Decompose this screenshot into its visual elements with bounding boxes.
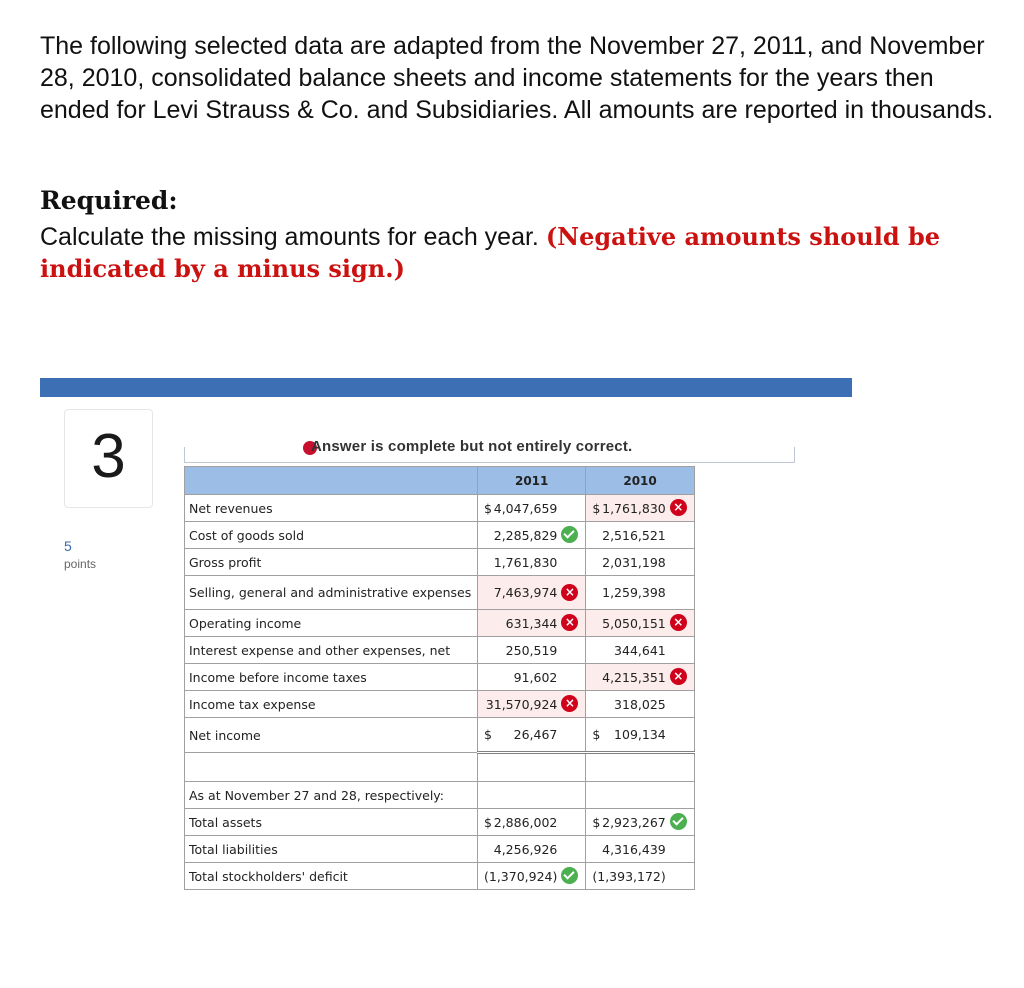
answer-cell-2011[interactable] bbox=[478, 718, 586, 753]
answer-cell-2011[interactable] bbox=[478, 691, 586, 718]
answer-value: 91,602 bbox=[513, 669, 558, 685]
row-label: Net income bbox=[185, 718, 478, 753]
row-label: Gross profit bbox=[185, 549, 478, 576]
answer-cell-2010[interactable] bbox=[586, 495, 694, 522]
answer-status-banner bbox=[184, 438, 795, 463]
table-row bbox=[185, 549, 695, 576]
row-label: Interest expense and other expenses, net bbox=[185, 637, 478, 664]
answer-status-text: Answer is complete but not entirely correct. bbox=[311, 438, 633, 455]
answer-value: 2,516,521 bbox=[602, 527, 666, 543]
answer-cell-2010[interactable] bbox=[586, 718, 694, 753]
points-value: 5 bbox=[64, 538, 72, 554]
answer-value: 4,215,351 bbox=[602, 669, 666, 685]
table-header-row bbox=[185, 467, 695, 495]
answer-cell-2011[interactable] bbox=[478, 522, 586, 549]
incorrect-x-icon: × bbox=[670, 499, 688, 517]
row-label: Cost of goods sold bbox=[185, 522, 478, 549]
currency-symbol: $ bbox=[484, 727, 492, 742]
answer-value: 631,344 bbox=[505, 615, 558, 631]
answer-value: 1,761,830 bbox=[602, 500, 666, 516]
answer-value: 31,570,924 bbox=[485, 696, 558, 712]
answer-value: 4,256,926 bbox=[493, 841, 558, 857]
answer-value: (1,370,924) bbox=[484, 868, 558, 884]
table-row bbox=[185, 637, 695, 664]
incorrect-x-icon: × bbox=[561, 584, 579, 602]
table-row bbox=[185, 836, 695, 863]
answer-value: 250,519 bbox=[505, 642, 558, 658]
problem-intro: The following selected data are adapted from the November 27, 2011, and November 28, 2010, consolidated balance sheets and income statements for the years then ended for Levi Strauss & Co. and Subsidiaries. All amounts are reported in thousands. bbox=[40, 32, 994, 124]
answer-cell-2010[interactable] bbox=[586, 809, 694, 836]
table-row bbox=[185, 610, 695, 637]
answer-value: 2,886,002 bbox=[493, 814, 558, 830]
answer-cell-2010[interactable] bbox=[586, 549, 694, 576]
currency-symbol: $ bbox=[484, 500, 492, 516]
answer-cell-2010[interactable] bbox=[586, 691, 694, 718]
row-label: Total stockholders' deficit bbox=[185, 863, 478, 890]
answer-value: 5,050,151 bbox=[602, 615, 666, 631]
currency-symbol: $ bbox=[592, 814, 601, 830]
row-label: Total liabilities bbox=[185, 836, 478, 863]
row-label: Income before income taxes bbox=[185, 664, 478, 691]
balance-heading-row bbox=[185, 782, 695, 809]
empty-cell bbox=[586, 753, 694, 782]
answer-cell-2011[interactable] bbox=[478, 495, 586, 522]
empty-cell bbox=[478, 782, 586, 809]
table-row bbox=[185, 495, 695, 522]
answer-cell-2010[interactable] bbox=[586, 863, 694, 890]
answer-cell-2011[interactable] bbox=[478, 809, 586, 836]
answer-value: 4,047,659 bbox=[493, 500, 558, 516]
row-label: Selling, general and administrative expenses bbox=[185, 576, 478, 610]
answer-value: 2,923,267 bbox=[602, 814, 666, 830]
answer-cell-2010[interactable] bbox=[586, 522, 694, 549]
row-label: Total assets bbox=[185, 809, 478, 836]
answer-value: 26,467 bbox=[513, 727, 558, 742]
answer-cell-2011[interactable] bbox=[478, 863, 586, 890]
correct-check-icon bbox=[561, 526, 579, 544]
table-row bbox=[185, 809, 695, 836]
question-header-bar bbox=[40, 378, 852, 397]
question-number: 3 bbox=[91, 422, 126, 491]
required-instructions bbox=[40, 221, 1000, 285]
answer-cell-2011[interactable] bbox=[478, 836, 586, 863]
answer-cell-2010[interactable] bbox=[586, 610, 694, 637]
correct-check-icon bbox=[670, 813, 688, 831]
points-label: points bbox=[64, 557, 97, 571]
row-label: Net revenues bbox=[185, 495, 478, 522]
answer-value: (1,393,172) bbox=[592, 868, 666, 884]
answer-value: 2,285,829 bbox=[493, 527, 558, 543]
answer-cell-2011[interactable] bbox=[478, 610, 586, 637]
answer-value: 318,025 bbox=[614, 696, 666, 712]
currency-symbol: $ bbox=[592, 727, 601, 742]
empty-cell bbox=[185, 753, 478, 782]
answer-cell-2011[interactable] bbox=[478, 637, 586, 664]
table-row bbox=[185, 863, 695, 890]
answer-value: 1,259,398 bbox=[602, 585, 666, 600]
empty-cell bbox=[478, 753, 586, 782]
required-heading: Required: bbox=[40, 186, 178, 215]
answer-cell-2011[interactable] bbox=[478, 664, 586, 691]
column-header-2011: 2011 bbox=[478, 467, 586, 495]
answer-cell-2011[interactable] bbox=[478, 549, 586, 576]
balance-heading: As at November 27 and 28, respectively: bbox=[185, 782, 478, 809]
currency-symbol: $ bbox=[592, 500, 601, 516]
answer-value: 4,316,439 bbox=[602, 841, 666, 857]
correct-check-icon bbox=[561, 867, 579, 885]
answer-value: 109,134 bbox=[614, 727, 666, 742]
answer-cell-2010[interactable] bbox=[586, 576, 694, 610]
required-text: Calculate the missing amounts for each year. bbox=[40, 223, 539, 251]
answer-cell-2010[interactable] bbox=[586, 664, 694, 691]
column-header-2010: 2010 bbox=[586, 467, 694, 495]
spacer-row bbox=[185, 753, 695, 782]
table-row bbox=[185, 691, 695, 718]
incorrect-x-icon: × bbox=[561, 695, 579, 713]
incorrect-x-icon: × bbox=[561, 614, 579, 632]
table-row bbox=[185, 522, 695, 549]
empty-cell bbox=[586, 782, 694, 809]
answer-cell-2010[interactable] bbox=[586, 836, 694, 863]
incorrect-x-icon: × bbox=[670, 614, 688, 632]
answer-value: 344,641 bbox=[614, 642, 666, 658]
negative-amount-warning: (Negative amounts should be indicated by a minus sign.) bbox=[40, 222, 941, 283]
column-header-label bbox=[185, 467, 478, 495]
incorrect-x-icon: × bbox=[670, 668, 688, 686]
table-row bbox=[185, 718, 695, 753]
answer-value: 7,463,974 bbox=[493, 585, 558, 600]
answer-cell-2011[interactable] bbox=[478, 576, 586, 610]
answer-value: 1,761,830 bbox=[493, 554, 558, 570]
financial-data-table bbox=[184, 466, 695, 890]
question-number-card[interactable] bbox=[64, 409, 153, 508]
currency-symbol: $ bbox=[484, 814, 492, 830]
table-row bbox=[185, 576, 695, 610]
answer-cell-2010[interactable] bbox=[586, 637, 694, 664]
row-label: Income tax expense bbox=[185, 691, 478, 718]
table-row bbox=[185, 664, 695, 691]
row-label: Operating income bbox=[185, 610, 478, 637]
answer-value: 2,031,198 bbox=[602, 554, 666, 570]
